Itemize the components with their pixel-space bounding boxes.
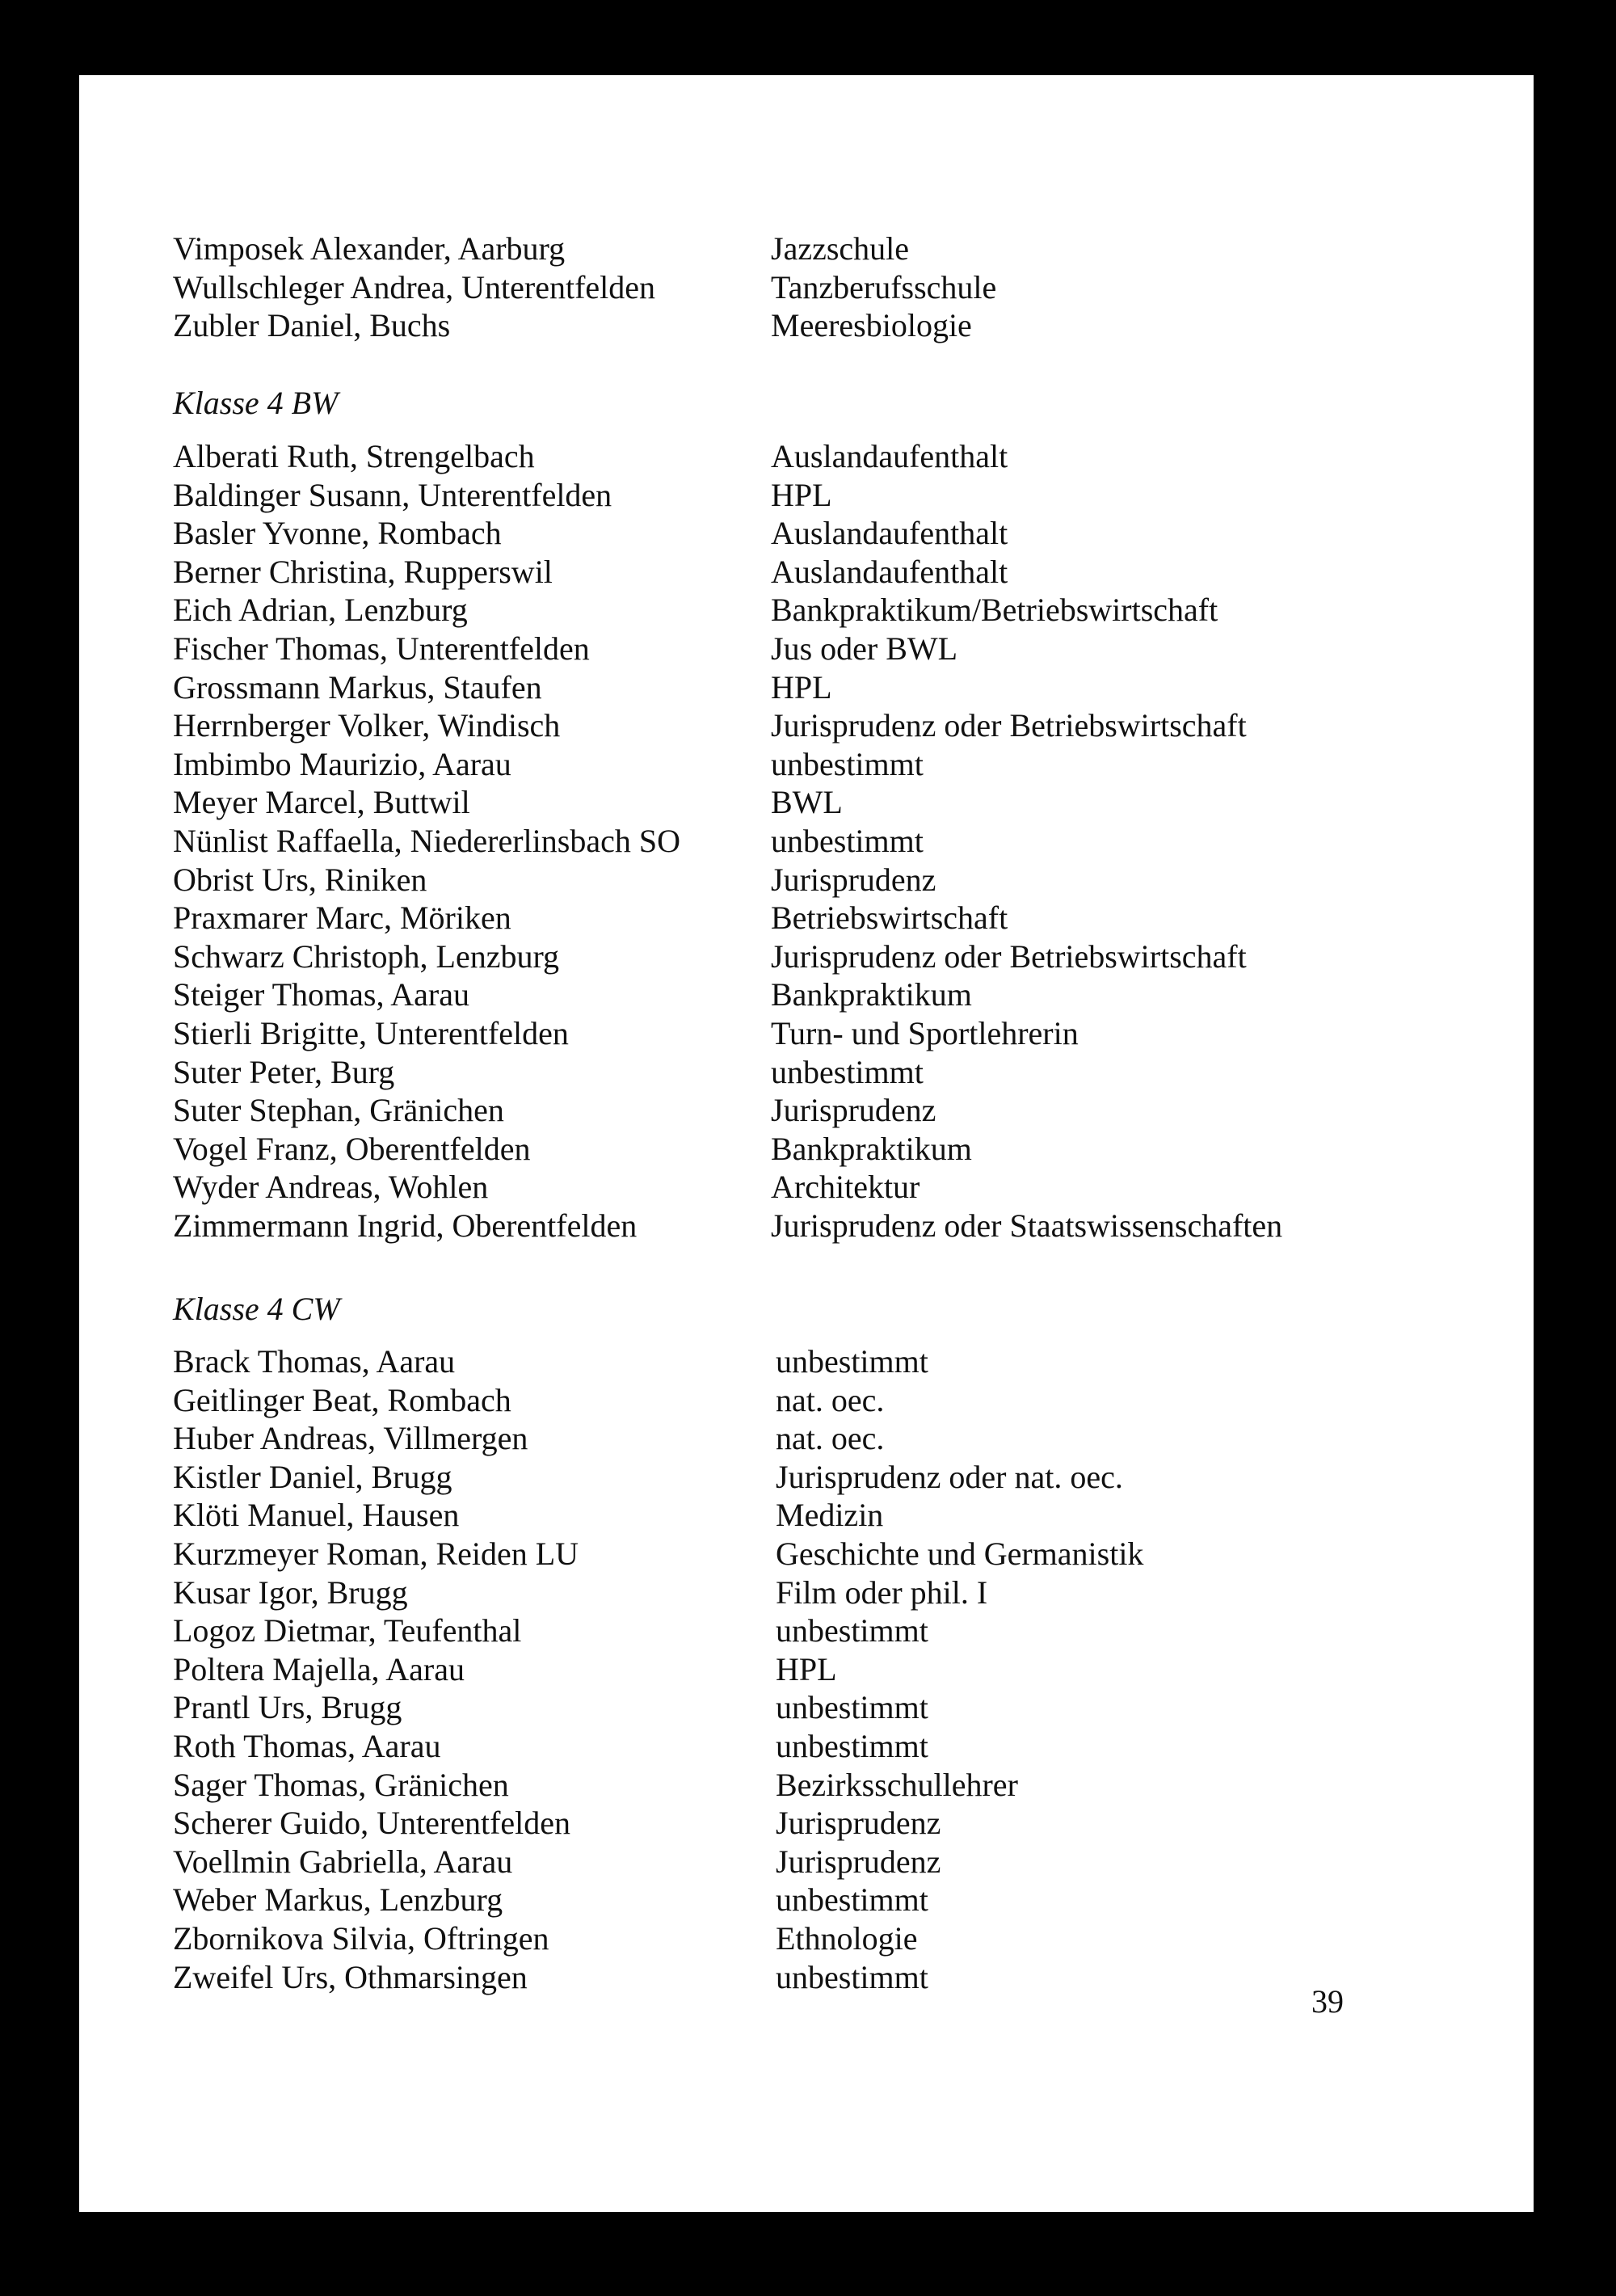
student-destination: Jurisprudenz oder Betriebswirtschaft (771, 707, 1247, 744)
student-name: Wyder Andreas, Wohlen (173, 1169, 489, 1206)
student-destination: Film oder phil. I (776, 1573, 988, 1611)
list-item (79, 1130, 1534, 1169)
student-destination: HPL (776, 1650, 837, 1687)
student-name: Scherer Guido, Unterentfelden (173, 1805, 571, 1842)
list-item (79, 1727, 1534, 1766)
student-name: Basler Yvonne, Rombach (173, 515, 502, 552)
page-number: 39 (1311, 1983, 1344, 2020)
student-name: Baldinger Susann, Unterentfelden (173, 476, 612, 513)
student-destination: Jurisprudenz oder Betriebswirtschaft (771, 937, 1247, 975)
list-item (79, 975, 1534, 1014)
list-item (79, 1342, 1534, 1381)
student-destination: Jus oder BWL (771, 630, 958, 667)
list-item (79, 1014, 1534, 1053)
student-name: Meyer Marcel, Buttwil (173, 784, 470, 821)
student-destination: unbestimmt (776, 1689, 928, 1726)
student-destination: Betriebswirtschaft (771, 899, 1008, 937)
student-destination: Architektur (771, 1169, 920, 1206)
intro-list (79, 230, 1534, 345)
student-name: Geitlinger Beat, Rombach (173, 1381, 511, 1418)
list-item (79, 268, 1534, 307)
list-item (79, 1650, 1534, 1689)
list-item (79, 1688, 1534, 1727)
student-destination: unbestimmt (771, 745, 924, 782)
student-destination: Jurisprudenz (776, 1843, 941, 1880)
student-destination: nat. oec. (776, 1381, 885, 1418)
student-destination: nat. oec. (776, 1420, 885, 1457)
student-name: Suter Stephan, Gränichen (173, 1092, 504, 1129)
student-name: Nünlist Raffaella, Niedererlinsbach SO (173, 822, 680, 859)
student-destination: unbestimmt (776, 1727, 928, 1764)
list-item (79, 861, 1534, 899)
student-destination: unbestimmt (771, 1053, 924, 1090)
student-destination: Tanzberufsschule (771, 268, 997, 305)
student-destination: Jurisprudenz oder nat. oec. (776, 1458, 1123, 1495)
student-name: Klöti Manuel, Hausen (173, 1497, 460, 1534)
list-item (79, 1573, 1534, 1612)
student-destination: Bankpraktikum (771, 1130, 972, 1167)
list-item (79, 1419, 1534, 1458)
list-item (79, 1881, 1534, 1919)
student-name: Brack Thomas, Aarau (173, 1343, 456, 1380)
student-name: Imbimbo Maurizio, Aarau (173, 745, 511, 782)
student-destination: Turn- und Sportlehrerin (771, 1014, 1079, 1051)
student-name: Vogel Franz, Oberentfelden (173, 1130, 531, 1167)
list-item (79, 783, 1534, 822)
student-name: Zubler Daniel, Buchs (173, 307, 451, 344)
student-name: Prantl Urs, Brugg (173, 1689, 402, 1726)
list-item (79, 937, 1534, 976)
student-destination: Jurisprudenz oder Staatswissenschaften (771, 1207, 1283, 1244)
klasse-4cw-list (79, 1342, 1534, 1996)
list-item (79, 1053, 1534, 1092)
student-name: Praxmarer Marc, Möriken (173, 899, 511, 937)
list-item (79, 1091, 1534, 1130)
student-name: Kistler Daniel, Brugg (173, 1458, 452, 1495)
student-destination: HPL (771, 668, 832, 706)
student-destination: unbestimmt (776, 1881, 928, 1919)
list-item (79, 630, 1534, 668)
student-name: Fischer Thomas, Unterentfelden (173, 630, 590, 667)
student-destination: Geschichte und Germanistik (776, 1535, 1144, 1572)
student-destination: Jurisprudenz (776, 1805, 941, 1842)
list-item (79, 1804, 1534, 1843)
student-name: Kusar Igor, Brugg (173, 1573, 408, 1611)
list-item (79, 1381, 1534, 1420)
student-destination: unbestimmt (776, 1958, 928, 1995)
student-destination: unbestimmt (771, 822, 924, 859)
student-name: Voellmin Gabriella, Aarau (173, 1843, 513, 1880)
list-item (79, 706, 1534, 745)
list-item (79, 1766, 1534, 1805)
student-destination: unbestimmt (776, 1612, 928, 1649)
student-destination: Auslandaufenthalt (771, 515, 1008, 552)
student-name: Alberati Ruth, Strengelbach (173, 438, 535, 474)
student-destination: BWL (771, 784, 843, 821)
student-name: Weber Markus, Lenzburg (173, 1881, 503, 1919)
document-page (79, 75, 1534, 2212)
student-name: Zweifel Urs, Othmarsingen (173, 1958, 528, 1995)
student-name: Grossmann Markus, Staufen (173, 668, 542, 706)
student-destination: Auslandaufenthalt (771, 438, 1008, 474)
student-name: Roth Thomas, Aarau (173, 1727, 441, 1764)
klasse-4bw-list (79, 437, 1534, 1245)
student-name: Huber Andreas, Villmergen (173, 1420, 528, 1457)
student-name: Berner Christina, Rupperswil (173, 553, 553, 590)
student-destination: Medizin (776, 1497, 884, 1534)
student-name: Sager Thomas, Gränichen (173, 1766, 509, 1803)
student-name: Zbornikova Silvia, Oftringen (173, 1919, 549, 1957)
student-destination: Auslandaufenthalt (771, 553, 1008, 590)
list-item (79, 476, 1534, 515)
student-name: Eich Adrian, Lenzburg (173, 592, 468, 629)
student-destination: Bankpraktikum (771, 976, 972, 1013)
student-name: Logoz Dietmar, Teufenthal (173, 1612, 522, 1649)
student-destination: Jazzschule (771, 230, 910, 267)
section-heading-klasse-4cw: Klasse 4 CW (173, 1291, 340, 1327)
student-destination: Bezirksschullehrer (776, 1766, 1018, 1803)
list-item (79, 230, 1534, 268)
student-destination: Jurisprudenz (771, 861, 936, 898)
student-name: Wullschleger Andrea, Unterentfelden (173, 268, 656, 305)
list-item (79, 1611, 1534, 1650)
list-item (79, 1207, 1534, 1245)
student-name: Stierli Brigitte, Unterentfelden (173, 1014, 569, 1051)
list-item (79, 899, 1534, 937)
student-name: Steiger Thomas, Aarau (173, 976, 469, 1013)
student-name: Schwarz Christoph, Lenzburg (173, 937, 560, 975)
section-heading-klasse-4bw: Klasse 4 BW (173, 385, 339, 421)
list-item (79, 822, 1534, 861)
student-destination: HPL (771, 476, 832, 513)
student-destination: Jurisprudenz (771, 1092, 936, 1129)
student-destination: Ethnologie (776, 1919, 918, 1957)
list-item (79, 1535, 1534, 1573)
student-destination: Meeresbiologie (771, 307, 972, 344)
student-destination: Bankpraktikum/Betriebswirtschaft (771, 592, 1218, 629)
list-item (79, 1168, 1534, 1207)
student-name: Obrist Urs, Riniken (173, 861, 427, 898)
list-item (79, 514, 1534, 553)
list-item (79, 1496, 1534, 1535)
list-item (79, 437, 1534, 476)
list-item (79, 745, 1534, 784)
student-name: Zimmermann Ingrid, Oberentfelden (173, 1207, 638, 1244)
list-item (79, 668, 1534, 707)
student-destination: unbestimmt (776, 1343, 928, 1380)
student-name: Kurzmeyer Roman, Reiden LU (173, 1535, 579, 1572)
list-item (79, 553, 1534, 592)
list-item (79, 1919, 1534, 1958)
list-item (79, 1458, 1534, 1497)
student-name: Suter Peter, Burg (173, 1053, 395, 1090)
student-name: Vimposek Alexander, Aarburg (173, 230, 566, 267)
student-name: Poltera Majella, Aarau (173, 1650, 465, 1687)
list-item (79, 306, 1534, 345)
student-name: Herrnberger Volker, Windisch (173, 707, 561, 744)
list-item (79, 1843, 1534, 1881)
list-item (79, 591, 1534, 630)
